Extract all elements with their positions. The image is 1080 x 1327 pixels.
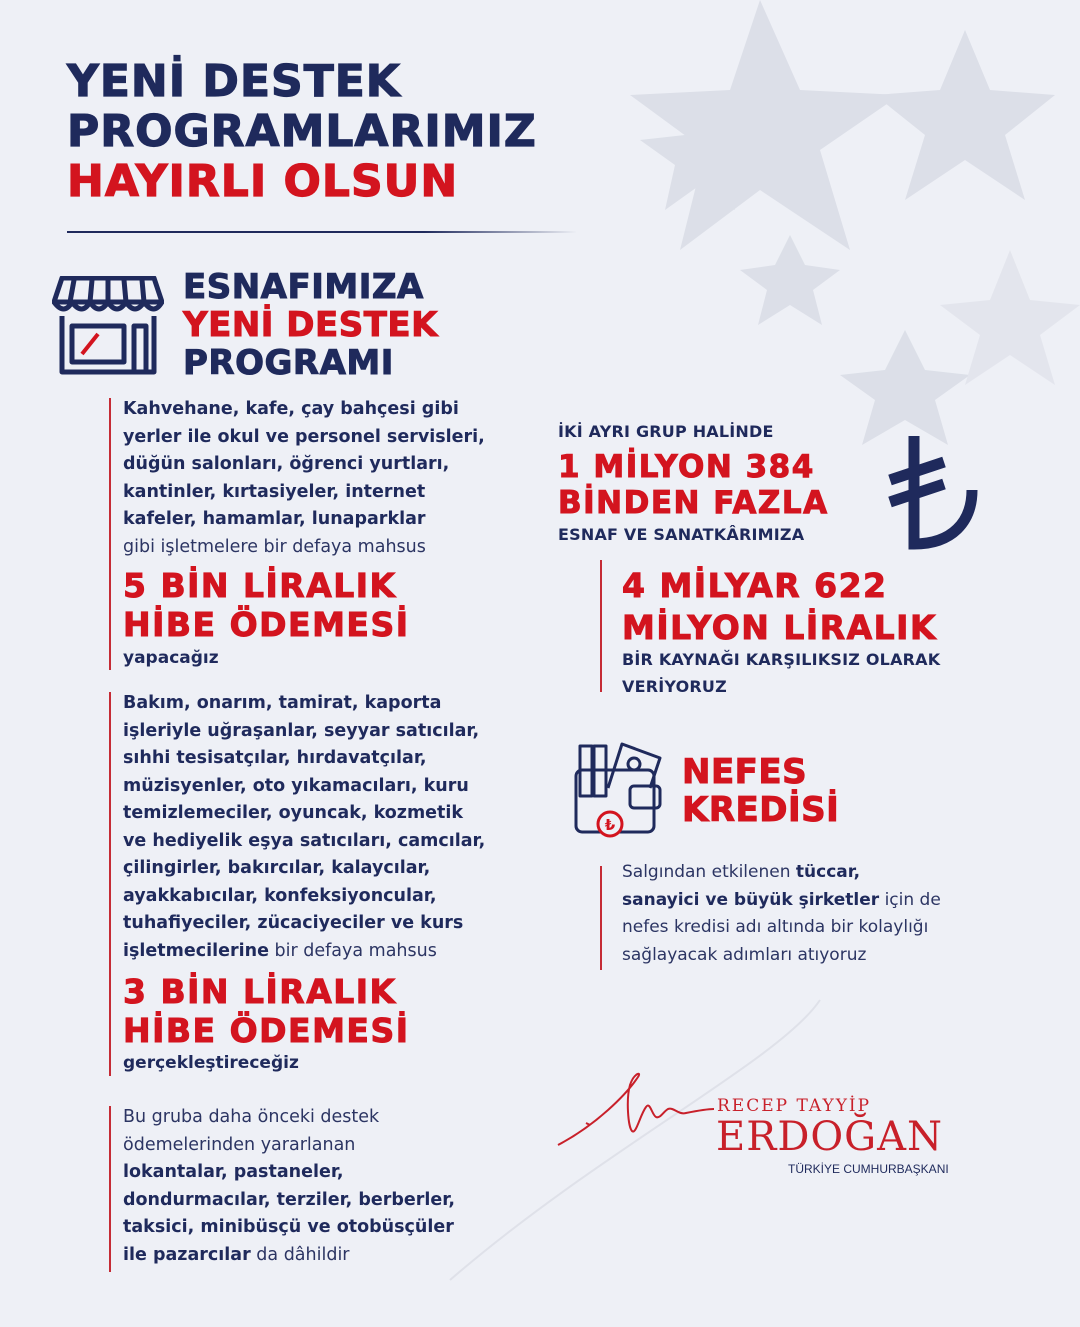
- group1-line: düğün salonları, öğrenci yurtları,: [123, 454, 450, 474]
- group2-amount-line2: HİBE ÖDEMESİ: [123, 1011, 410, 1050]
- esnaf-title-line3: PROGRAMI: [183, 343, 394, 383]
- group2-line: Bakım, onarım, tamirat, kaporta: [123, 693, 442, 713]
- group3-list: [123, 1104, 523, 1269]
- group2-line: tuhafiyeciler, zücaciyeciler ve kurs: [123, 913, 464, 933]
- group2-line: ayakkabıcılar, konfeksiyoncular,: [123, 885, 437, 906]
- nefes-line2-bold: sanayici ve büyük şirketler: [622, 889, 880, 910]
- sum-accent-bar: [600, 560, 602, 692]
- group1-accent-bar: [109, 398, 111, 670]
- stats-pre-text: İKİ AYRI GRUP HALİNDE: [558, 422, 774, 441]
- nefes-line: [622, 859, 1062, 887]
- group3-bold-line: taksici, minibüsçü ve otobüsçüler: [123, 1217, 454, 1237]
- group2-line: müzisyenler, oto yıkamacıları, kuru: [123, 775, 469, 796]
- nefes-line1-light: Salgından etkilenen: [622, 862, 796, 882]
- header-title-line1: YENİ DESTEK: [67, 56, 401, 107]
- header-title-line2: PROGRAMLARIMIZ: [67, 106, 537, 157]
- nefes-title-line2: KREDİSİ: [682, 790, 840, 830]
- sum-desc-line1: BİR KAYNAĞI KARŞILIKSIZ OLARAK: [622, 650, 941, 669]
- group1-amount-line2: HİBE ÖDEMESİ: [123, 605, 410, 644]
- signature-scribble: [556, 1065, 716, 1155]
- sum-line2: MİLYON LİRALIK: [622, 608, 938, 647]
- esnaf-title-line1: ESNAFIMIZA: [183, 267, 424, 307]
- stats-post-text: ESNAF VE SANATKÂRIMIZA: [558, 525, 805, 544]
- group1-line: Kahvehane, kafe, çay bahçesi gibi: [123, 399, 459, 419]
- group3-bold-line: dondurmacılar, terziler, berberler,: [123, 1189, 455, 1210]
- nefes-accent-bar: [600, 866, 602, 970]
- group2-verb: gerçekleştireceğiz: [123, 1053, 299, 1073]
- group3-last-line: [123, 1242, 523, 1270]
- group1-verb: yapacağız: [123, 648, 219, 668]
- group2-amount-line1: 3 BİN LİRALIK: [123, 972, 397, 1011]
- group2-last-light: bir defaya mahsus: [268, 940, 437, 961]
- wallet-icon: [572, 740, 664, 840]
- group2-line: sıhhi tesisatçılar, hırdavatçılar,: [123, 748, 427, 768]
- group1-line: kantinler, kırtasiyeler, internet: [123, 481, 426, 502]
- nefes-line4: sağlayacak adımları atıyoruz: [622, 944, 867, 965]
- group3-bold-line: lokantalar, pastaneler,: [123, 1162, 344, 1182]
- lira-icon: [882, 432, 982, 552]
- group2-last-bold: işletmecilerine: [123, 940, 269, 961]
- stats-big-line1: 1 MİLYON 384: [558, 449, 815, 485]
- group3-accent-bar: [109, 1106, 111, 1272]
- nefes-text: [622, 859, 1062, 969]
- signature-first-name: RECEP TAYYİP: [717, 1096, 872, 1116]
- nefes-line2-light: için de: [879, 889, 941, 910]
- group3-last-light: da dâhildir: [250, 1244, 350, 1265]
- group2-accent-bar: [109, 692, 111, 1076]
- group1-line: yerler ile okul ve personel servisleri,: [123, 426, 485, 447]
- group2-list: [123, 690, 523, 965]
- nefes-line1-bold: tüccar,: [795, 862, 861, 882]
- nefes-title-line1: NEFES: [682, 752, 808, 792]
- signature-last-name: ERDOĞAN: [716, 1114, 944, 1160]
- group2-line: çilingirler, bakırcılar, kalaycılar,: [123, 858, 431, 878]
- sum-line1: 4 MİLYAR 622: [622, 566, 888, 605]
- group1-line: kafeler, hamamlar, lunaparklar: [123, 509, 426, 529]
- header-divider: [67, 231, 577, 233]
- group2-last-line: [123, 938, 523, 966]
- signature-role: TÜRKİYE CUMHURBAŞKANI: [788, 1162, 949, 1176]
- shop-icon: [52, 276, 164, 376]
- group2-line: ve hediyelik eşya satıcıları, camcılar,: [123, 830, 486, 851]
- group1-list: [123, 396, 523, 561]
- group2-line: temizlemeciler, oyuncak, kozmetik: [123, 803, 464, 823]
- esnaf-title-line2: YENİ DESTEK: [183, 305, 438, 345]
- sum-desc-line2: VERİYORUZ: [622, 677, 727, 696]
- group3-light-line: Bu gruba daha önceki destek: [123, 1107, 380, 1127]
- header-title-line3: HAYIRLI OLSUN: [67, 156, 459, 207]
- nefes-line3: nefes kredisi adı altında bir kolaylığı: [622, 917, 929, 937]
- group1-amount-line1: 5 BİN LİRALIK: [123, 566, 397, 605]
- group3-light-line: ödemelerinden yararlanan: [123, 1134, 356, 1155]
- svg-text:₺: ₺: [604, 816, 616, 834]
- nefes-line: [622, 887, 1062, 915]
- group3-last-bold: ile pazarcılar: [123, 1244, 251, 1265]
- stats-big-line2: BİNDEN FAZLA: [558, 485, 829, 521]
- group2-line: işleriyle uğraşanlar, seyyar satıcılar,: [123, 720, 480, 741]
- group1-tail: gibi işletmelere bir defaya mahsus: [123, 536, 426, 557]
